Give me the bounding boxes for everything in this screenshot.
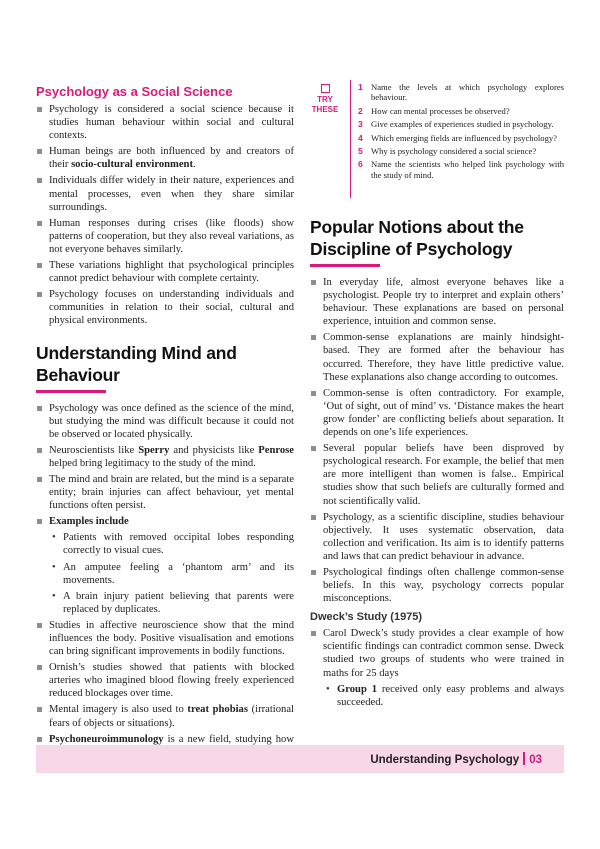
sub-list-item: • Group 1 received only easy problems and always succeeded. (323, 683, 564, 709)
list-item: Human beings are both influenced by and creators of their socio-cultural environment. (36, 145, 294, 171)
question-item: 6 Name the scientists who helped link psychology with the study of mind. (358, 159, 564, 180)
list-item: Several popular beliefs have been disproved by psychological research. For example, the belief that men are more intelligent than women is false.. Empirical studies show that such beliefs are culturally formed and not scientifically valid. (310, 442, 564, 507)
right-column (310, 216, 564, 712)
sub-list-item: • A brain injury patient believing that parents were replaced by duplicates. (49, 590, 294, 616)
list-item: Psychoneuroimmunology is a new field, studying how (36, 733, 294, 759)
try-divider (350, 80, 351, 198)
popular-notions-list (310, 276, 564, 605)
try-these-box (310, 78, 564, 202)
sub-list-item: • Patients with removed occipital lobes responding correctly to visual cues. (49, 531, 294, 557)
list-item: In everyday life, almost everyone behaves like a psychologist. People try to interpret and explain others’ behaviour. These explanations are based on personal experience, intuition and common sense. (310, 276, 564, 328)
social-science-list (36, 103, 294, 328)
list-item: Ornish’s studies showed that patients with blocked arteries who imagined blood flowing freely experienced reduced blockages over time. (36, 661, 294, 700)
sub-list-item: • An amputee feeling a ‘phantom arm’ and its movements. (49, 561, 294, 587)
list-item: Common-sense explanations are mainly hindsight-based. They are formed after the behaviour has occurred. Therefore, they have little predictive value. These explanations also change according to outcomes. (310, 331, 564, 383)
list-item: Psychology focuses on understanding individuals and communities in relation to their social, cultural and physical environments. (36, 288, 294, 327)
list-item: Carol Dweck’s study provides a clear example of how scientific findings can contradict common sense. Dweck studied two groups of students who were trained in maths for 25 days • Group 1 received only easy problems and always succeeded. (310, 627, 564, 709)
list-item: Psychology, as a scientific discipline, studies behaviour objectively. It uses systematic observation, data collection and verification. Its aim is to identify patterns and laws that can predict behaviour in advance. (310, 511, 564, 563)
examples-label: Examples include (49, 516, 129, 528)
list-item: Common-sense is often contradictory. For example, ‘Out of sight, out of mind’ vs. ‘Distance makes the heart grow fonder’ are conflicting beliefs about separation. It depends on one’s life experiences. (310, 387, 564, 439)
mind-behaviour-list (36, 402, 294, 759)
title-underline (310, 264, 380, 267)
dweck-list (310, 627, 564, 709)
try-questions-list (358, 82, 564, 183)
footer-title: Understanding Psychology (370, 754, 520, 766)
list-item: Psychology was once defined as the science of the mind, but studying the mind was difficult because it could not be observed or located physically. (36, 402, 294, 441)
question-item: 4 Which emerging fields are influenced by psychology? (358, 132, 557, 143)
list-item: Individuals differ widely in their nature, experiences and mental processes, even when they share similar surroundings. (36, 174, 294, 213)
checkbox-icon (321, 84, 330, 93)
list-item: Human responses during crises (like floods) show patterns of cooperation, but they also reveal variations, as not everyone behaves similarly. (36, 217, 294, 256)
try-these-label: TRY THESE (310, 84, 340, 115)
question-item: 3 Give examples of experiences studied in psychology. (358, 119, 554, 130)
section-title-popular-notions: Popular Notions about the Discipline of Psychology (310, 217, 524, 259)
list-item: Neuroscientists like Sperry and physicists like Penrose helped bring legitimacy to the study of the mind. (36, 444, 294, 470)
title-underline (36, 390, 106, 393)
groups-list (323, 683, 564, 709)
list-item: Psychological findings often challenge common-sense beliefs. In this way, psychology corrects popular misconceptions. (310, 566, 564, 605)
footer (370, 752, 542, 766)
page-number: 03 (529, 754, 542, 766)
question-item: 1 Name the levels at which psychology explores behaviour. (358, 82, 564, 103)
list-item: Psychology is considered a social science because it studies human behaviour within social and cultural contexts. (36, 103, 294, 142)
examples-list (49, 531, 294, 616)
question-item: 5 Why is psychology considered a social science? (358, 146, 537, 157)
section-title-social-science: Psychology as a Social Science (36, 84, 233, 99)
list-item (36, 515, 294, 616)
question-item: 2 How can mental processes be observed? (358, 105, 510, 116)
list-item: The mind and brain are related, but the mind is a separate entity; brain injuries can affect behaviour, yet mental functions often persist. (36, 473, 294, 512)
list-item: These variations highlight that psychological principles cannot predict behaviour with complete certainty. (36, 259, 294, 285)
list-item: Mental imagery is also used to treat phobias (irrational fears of objects or situations). (36, 703, 294, 729)
dweck-study-heading: Dweck’s Study (1975) (310, 611, 423, 624)
list-item: Studies in affective neuroscience show that the mind influences the body. Positive visualisation and emotions can bring significant improvements in bodily functions. (36, 619, 294, 658)
footer-separator (523, 752, 525, 765)
section-title-mind-behaviour: Understanding Mind and Behaviour (36, 342, 237, 385)
left-column (36, 84, 294, 762)
footer-band (36, 745, 564, 773)
